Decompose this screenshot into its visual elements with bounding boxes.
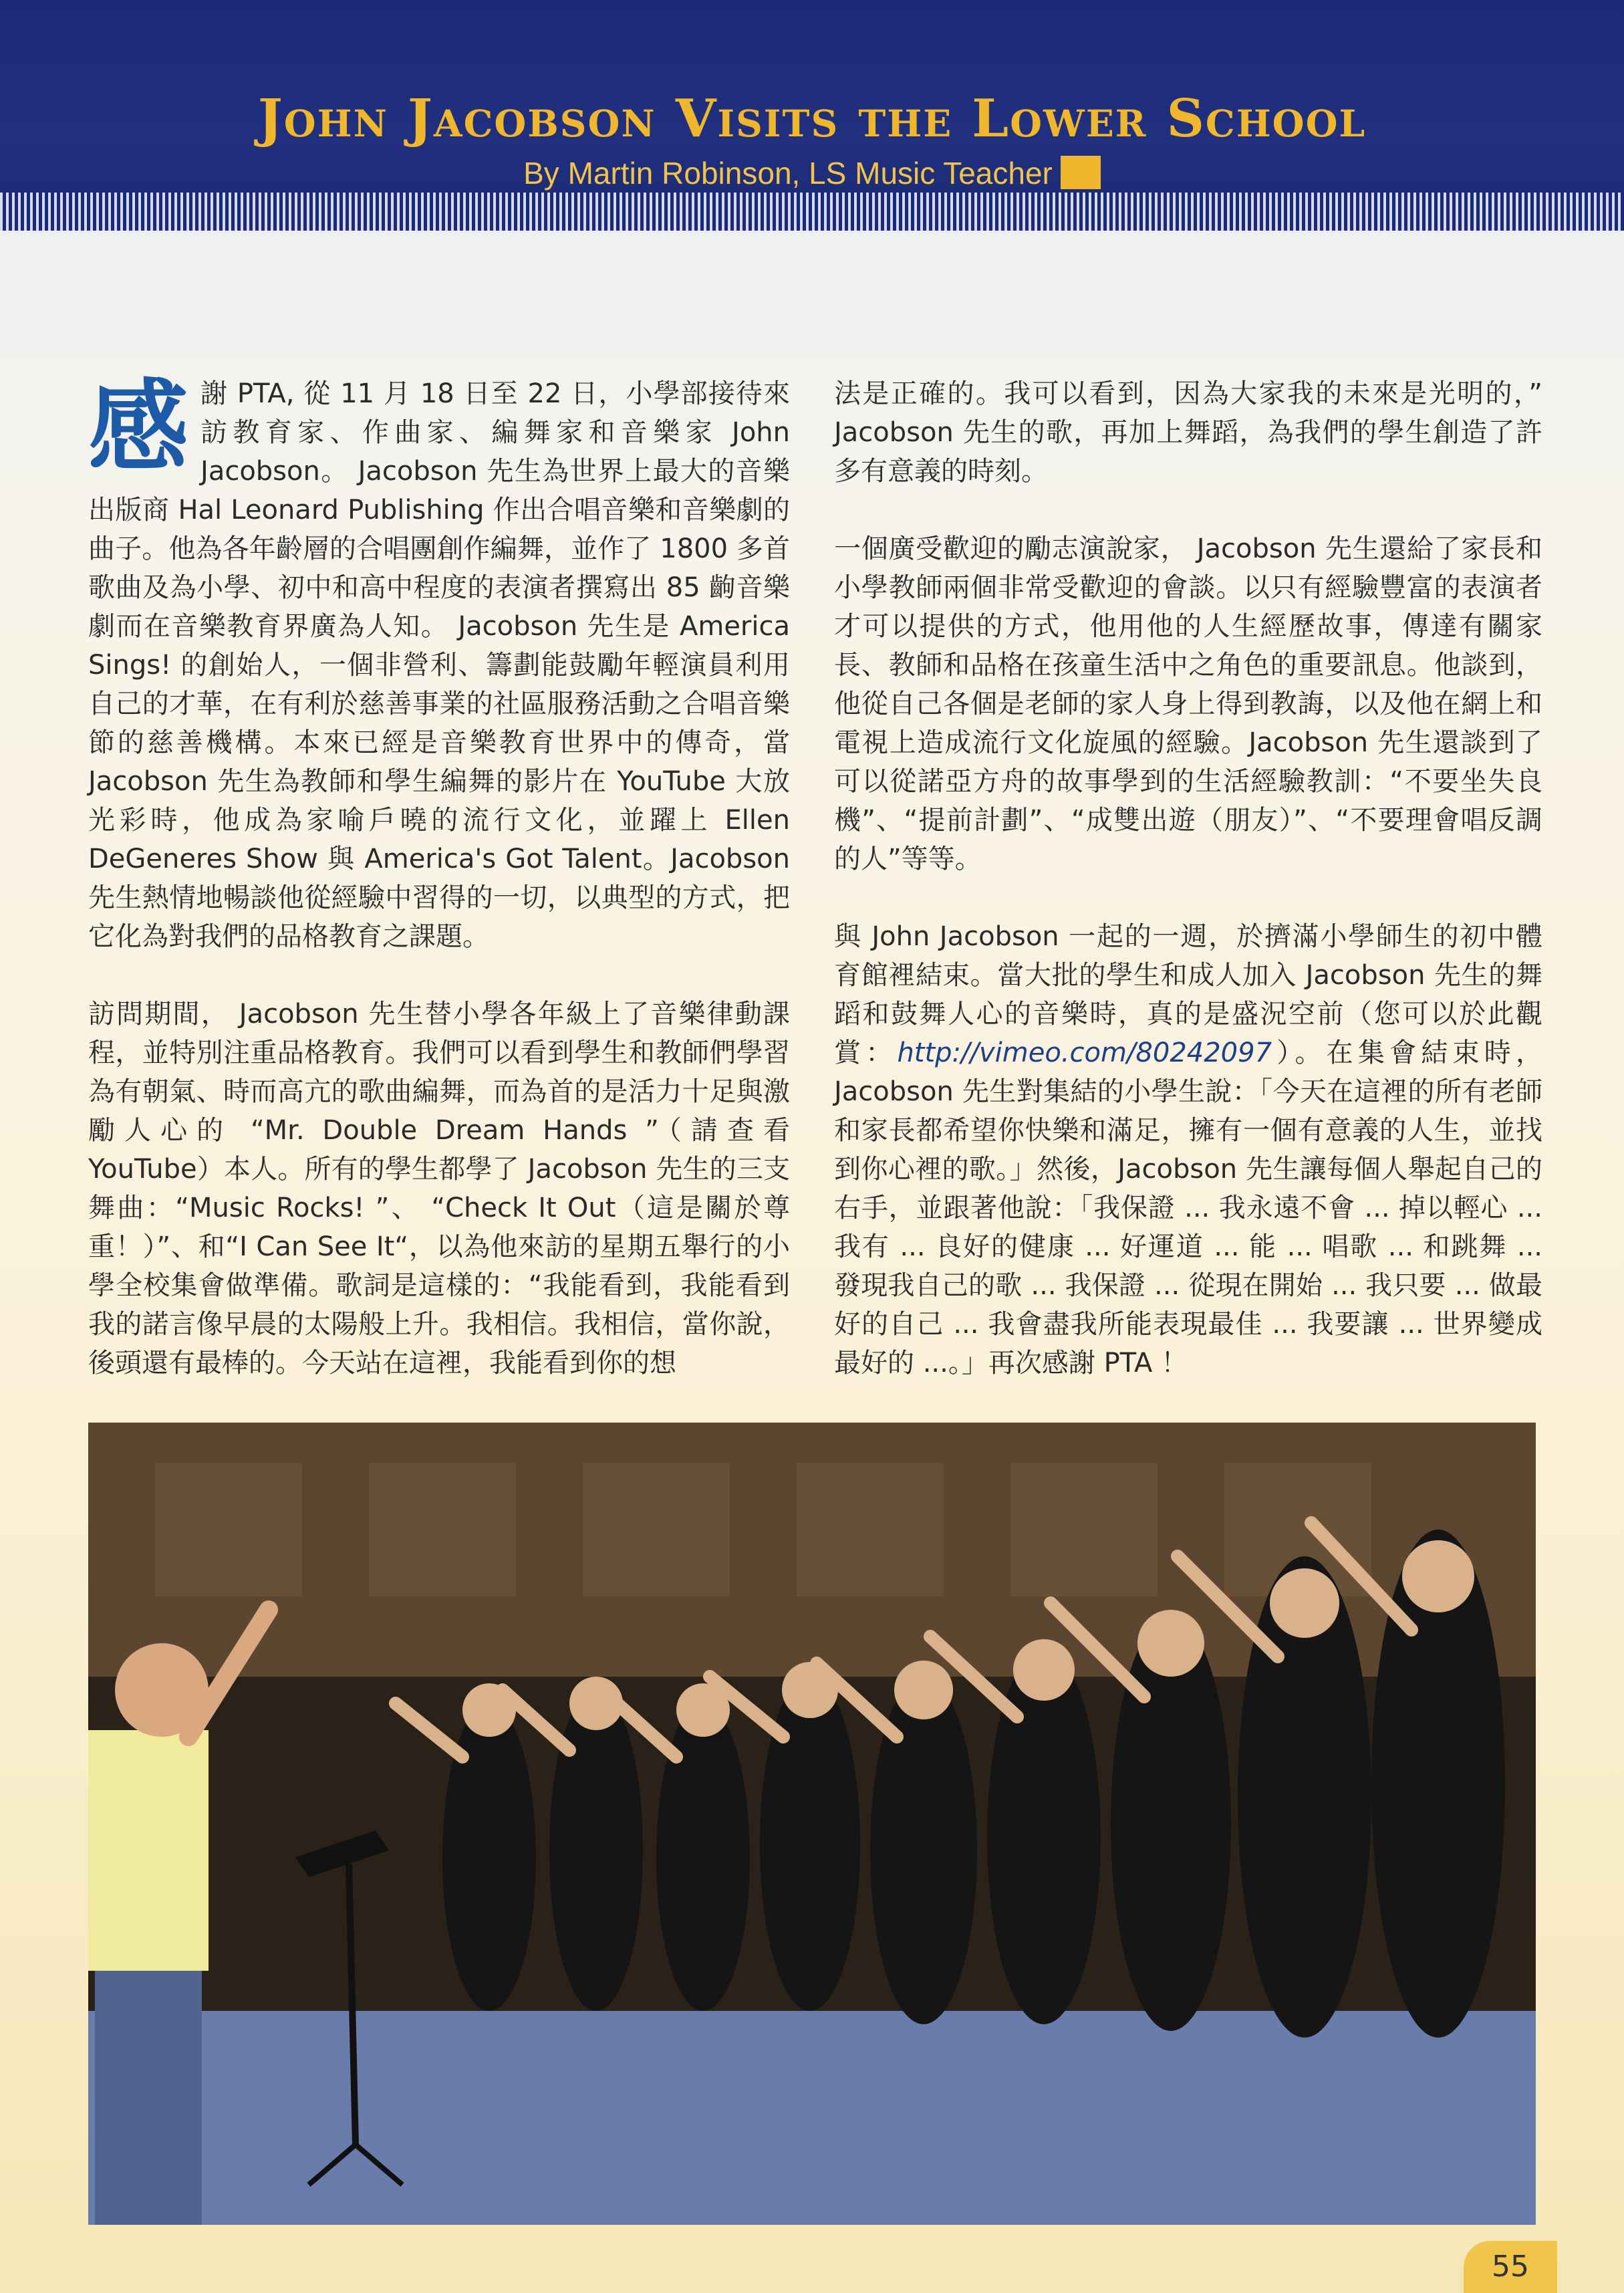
drop-cap: 感	[88, 368, 189, 486]
paragraph-text: 謝 PTA, 從 11 月 18 日至 22 日，小學部接待來訪教育家、作曲家、編舞家和音樂家 John Jacobson。 Jacobson 先生為世界上最大的音樂出版商 Hal Leonard Publishing 作出合唱音樂和音樂劇的曲子。他為各年齡層的合唱團創作編舞，並作了 1800 多首歌曲及為小學、初中和高中程度的表演者撰寫出 85 齣音樂劇而在音樂教育界廣為人知。 Jacobson 先生是 America Sings! 的創始人，一個非營利、籌劃能鼓勵年輕演員利用自己的才華，在有利於慈善事業的社區服務活動之合唱音樂節的慈善機構。本來已經是音樂教育世界中的傳奇，當 Jacobson 先生為教師和學生編舞的影片在 YouTube 大放光彩時，他成為家喻戶曉的流行文化，並躍上 Ellen DeGeneres Show 與 America's Got Talent。Jacobson 先生熱情地暢談他從經驗中習得的一切，以典型的方式，把它化為對我們的品格教育之課題。	[88, 378, 790, 952]
article-paragraph: 一個廣受歡迎的勵志演說家， Jacobson 先生還給了家長和小學教師兩個非常受歡迎的會談。以只有經驗豐富的表演者才可以提供的方式，他用他的人生經歷故事，傳達有關家長、教師和品格在孩童生活中之角色的重要訊息。他談到，他從自己各個是老師的家人身上得到教誨，以及他在網上和電視上造成流行文化旋風的經驗。Jacobson 先生還談到了可以從諾亞方舟的故事學到的生活經驗教訓：“不要坐失良機”、“提前計劃”、“成雙出遊（朋友）”、“不要理會唱反調的人”等等。	[834, 533, 1542, 874]
article-paragraph	[88, 368, 790, 956]
page-header	[0, 0, 1624, 231]
byline-text: By Martin Robinson, LS Music Teacher	[523, 156, 1053, 191]
article-paragraph: 訪問期間， Jacobson 先生替小學各年級上了音樂律動課程，並特別注重品格教育。我們可以看到學生和教師們學習為有朝氣、時而高亢的歌曲編舞，而為首的是活力十足與激勵人心的 “Mr. Double Dream Hands ”（請查看 YouTube）本人。所有的學生都學了 Jacobson 先生的三支舞曲：“Music Rocks! ”、 “Check It Out（這是關於尊重！）”、和“I Can See It“，以為他來訪的星期五舉行的小學全校集會做準備。歌詞是這樣的：“我能看到，我能看到我的諾言像早晨的太陽般上升。我相信。我相信，當你說，後頭還有最棒的。今天站在這裡，我能看到你的想	[88, 999, 790, 1378]
paragraph-text: ）。在集會結束時，Jacobson 先生對集結的小學生說：「今天在這裡的所有老師和家長都希望你快樂和滿足，擁有一個有意義的人生，並找到你心裡的歌。」然後，Jacobson 先生讓每個人舉起自己的右手，並跟著他說：「我保證 ... 我永遠不會 ... 掉以輕心 ... 我有 ... 良好的健康 ... 好運道 ... 能 ... 唱歌 ... 和跳舞 ... 發現我自己的歌 ... 我保證 ... 從現在開始 ... 我只要 ... 做最好的自己 ... 我會盡我所能表現最佳 ... 我要讓 ... 世界變成最好的 ...。」再次感謝 PTA ！	[834, 1038, 1542, 1378]
page-number: 55	[1464, 2241, 1557, 2293]
article-right-column	[834, 374, 1542, 1382]
gold-square-ornament	[1061, 156, 1101, 189]
vimeo-link[interactable]: http://vimeo.com/80242097	[897, 1038, 1272, 1068]
article-paragraph: 法是正確的。我可以看到，因為大家我的未來是光明的，” Jacobson 先生的歌，再加上舞蹈，為我們的學生創造了許多有意義的時刻。	[834, 378, 1542, 487]
article-paragraph	[834, 917, 1542, 1382]
article-byline	[0, 155, 1624, 191]
choir-illustration	[88, 1423, 1536, 2225]
paragraph-text: 與 John Jacobson 一起的一週，於擠滿小學師生的初中體育館裡結束。當大批的學生和成人加入 Jacobson 先生的舞蹈和鼓舞人心的音樂時，真的是盛況空前（您可以於此觀賞：	[834, 921, 1542, 1068]
article-title: John Jacobson Visits the Lower School	[257, 88, 1367, 149]
article-left-column	[88, 368, 790, 1382]
choir-photo	[88, 1423, 1536, 2225]
